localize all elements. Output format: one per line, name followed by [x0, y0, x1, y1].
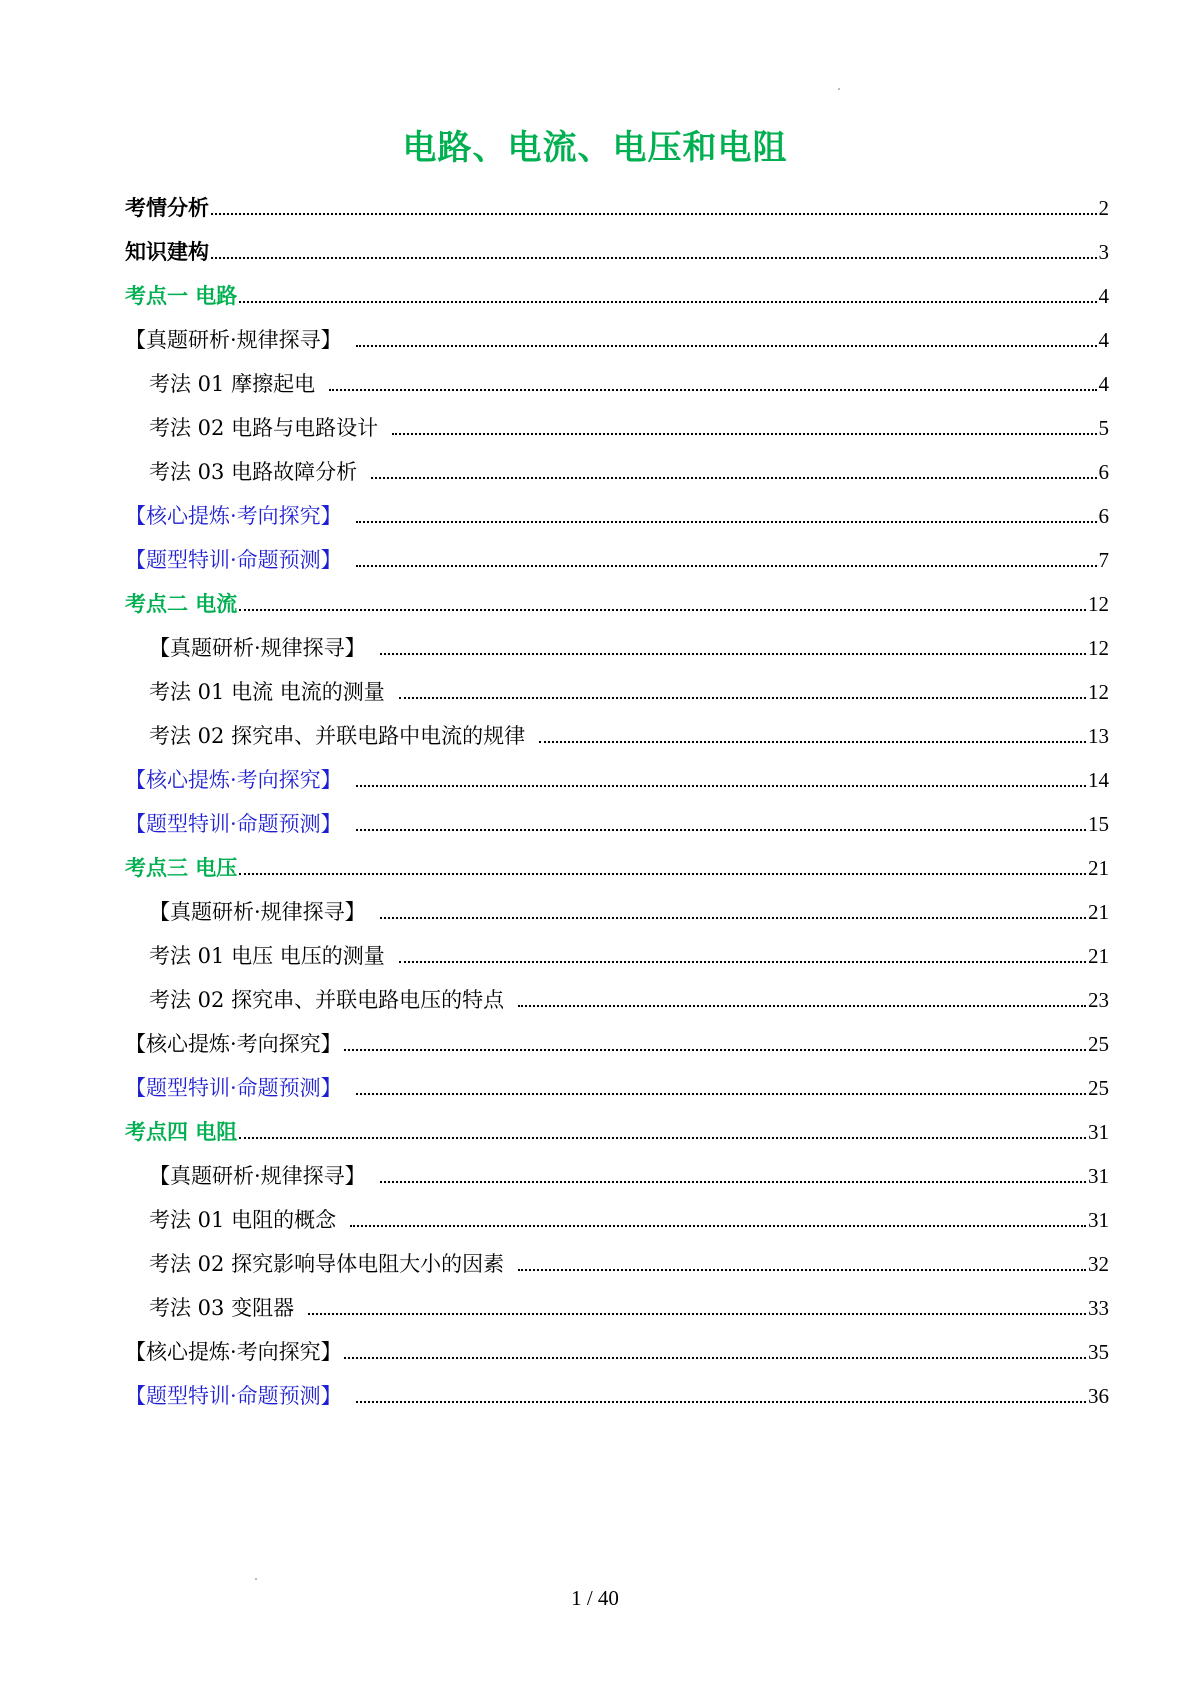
- toc-entry[interactable]: [125, 178, 1109, 222]
- toc-entry[interactable]: [125, 882, 1109, 926]
- toc-dot-leader: [380, 653, 1086, 655]
- toc-entry-page: 4: [1098, 328, 1109, 352]
- toc-dot-leader: [329, 389, 1096, 391]
- toc-entry-page: 6: [1098, 504, 1109, 528]
- toc-entry[interactable]: [125, 266, 1109, 310]
- toc-entry-label: 考点二 电流: [125, 592, 238, 616]
- toc-entry-page: 6: [1098, 460, 1109, 484]
- toc-entry-page: 13: [1088, 724, 1109, 748]
- toc-entry-page: 15: [1088, 812, 1109, 836]
- toc-entry-page: 21: [1088, 944, 1109, 968]
- toc-entry[interactable]: [125, 1102, 1109, 1146]
- toc-dot-leader: [356, 1401, 1086, 1403]
- toc-entry[interactable]: [125, 310, 1109, 354]
- toc-entry-page: 33: [1088, 1296, 1109, 1320]
- toc-dot-leader: [239, 1137, 1086, 1139]
- toc-entry[interactable]: [125, 970, 1109, 1014]
- toc-dot-leader: [350, 1225, 1086, 1227]
- toc-entry-label: 考情分析: [125, 196, 209, 220]
- toc-entry-label: 【题型特训·命题预测】: [125, 1384, 342, 1408]
- toc-dot-leader: [356, 829, 1086, 831]
- toc-entry[interactable]: [125, 1234, 1109, 1278]
- toc-entry-page: 3: [1098, 240, 1109, 264]
- toc-dot-leader: [399, 697, 1086, 699]
- toc-dot-leader: [308, 1313, 1086, 1315]
- toc-entry-label: 【核心提炼·考向探究】: [125, 1032, 342, 1056]
- toc-entry-label: 考法 02 探究影响导体电阻大小的因素: [149, 1252, 505, 1276]
- toc-entry-page: 5: [1098, 416, 1109, 440]
- toc-entry[interactable]: [125, 442, 1109, 486]
- toc-dot-leader: [392, 433, 1096, 435]
- toc-dot-leader: [344, 1049, 1086, 1051]
- toc-entry-page: 32: [1088, 1252, 1109, 1276]
- toc-dot-leader: [344, 1357, 1086, 1359]
- toc-entry-page: 12: [1088, 592, 1109, 616]
- toc-entry[interactable]: [125, 574, 1109, 618]
- toc-entry[interactable]: [125, 486, 1109, 530]
- toc-dot-leader: [356, 521, 1097, 523]
- toc-dot-leader: [539, 741, 1086, 743]
- toc-entry[interactable]: [125, 1278, 1109, 1322]
- toc-entry-page: 31: [1088, 1208, 1109, 1232]
- toc-entry[interactable]: [125, 1146, 1109, 1190]
- toc-entry-page: 7: [1098, 548, 1109, 572]
- toc-entry-label: 考法 01 摩擦起电: [149, 372, 316, 396]
- toc-entry-page: 35: [1088, 1340, 1109, 1364]
- toc-entry-label: 【题型特训·命题预测】: [125, 812, 342, 836]
- toc-entry[interactable]: [125, 1366, 1109, 1410]
- toc-entry[interactable]: [125, 618, 1109, 662]
- toc-entry-label: 考法 01 电阻的概念: [149, 1208, 337, 1232]
- page-title: 电路、电流、电压和电阻: [402, 128, 788, 168]
- toc-entry[interactable]: [125, 838, 1109, 882]
- toc-entry-label: 【核心提炼·考向探究】: [125, 1340, 342, 1364]
- toc-entry-label: 【真题研析·规律探寻】: [149, 636, 366, 660]
- toc-entry-label: 考点三 电压: [125, 856, 238, 880]
- toc-dot-leader: [239, 873, 1086, 875]
- toc-entry[interactable]: [125, 794, 1109, 838]
- toc-entry[interactable]: [125, 530, 1109, 574]
- toc-dot-leader: [380, 1181, 1086, 1183]
- toc-dot-leader: [356, 345, 1097, 347]
- scan-speck: [255, 1578, 257, 1580]
- toc-entry-page: 12: [1088, 636, 1109, 660]
- toc-entry-label: 【核心提炼·考向探究】: [125, 504, 342, 528]
- toc-dot-leader: [371, 477, 1096, 479]
- toc-entry-label: 考法 03 变阻器: [149, 1296, 295, 1320]
- toc-entry-page: 23: [1088, 988, 1109, 1012]
- toc-entry-label: 【真题研析·规律探寻】: [149, 900, 366, 924]
- toc-entry-label: 考法 02 探究串、并联电路中电流的规律: [149, 724, 526, 748]
- toc-entry-label: 考法 02 探究串、并联电路电压的特点: [149, 988, 505, 1012]
- toc-entry-label: 考法 03 电路故障分析: [149, 460, 358, 484]
- toc-dot-leader: [239, 301, 1096, 303]
- toc-entry-page: 31: [1088, 1164, 1109, 1188]
- toc-entry-label: 【真题研析·规律探寻】: [125, 328, 342, 352]
- toc-entry-page: 21: [1088, 856, 1109, 880]
- toc-entry-page: 4: [1098, 284, 1109, 308]
- toc-dot-leader: [211, 257, 1097, 259]
- toc-entry-page: 36: [1088, 1384, 1109, 1408]
- scan-speck: [838, 88, 840, 90]
- toc-entry-label: 考法 01 电流 电流的测量: [149, 680, 385, 704]
- toc-entry[interactable]: [125, 354, 1109, 398]
- toc-entry-label: 【真题研析·规律探寻】: [149, 1164, 366, 1188]
- toc-dot-leader: [239, 609, 1086, 611]
- toc-entry-label: 【题型特训·命题预测】: [125, 1076, 342, 1100]
- toc-entry-label: 考点四 电阻: [125, 1120, 238, 1144]
- toc-dot-leader: [399, 961, 1086, 963]
- toc-entry-page: 21: [1088, 900, 1109, 924]
- toc-entry[interactable]: [125, 926, 1109, 970]
- toc-entry-label: 知识建构: [125, 240, 209, 264]
- toc-dot-leader: [380, 917, 1086, 919]
- toc-entry[interactable]: [125, 662, 1109, 706]
- toc-entry-page: 31: [1088, 1120, 1109, 1144]
- page-number: 1 / 40: [571, 1586, 619, 1610]
- toc-dot-leader: [211, 213, 1097, 215]
- toc-dot-leader: [356, 1093, 1086, 1095]
- toc-entry-page: 25: [1088, 1076, 1109, 1100]
- toc-entry-page: 14: [1088, 768, 1109, 792]
- toc-entry[interactable]: [125, 1058, 1109, 1102]
- toc-entry-page: 4: [1098, 372, 1109, 396]
- toc-entry[interactable]: [125, 1190, 1109, 1234]
- toc-entry-label: 【核心提炼·考向探究】: [125, 768, 342, 792]
- toc-entry[interactable]: [125, 1322, 1109, 1366]
- toc-dot-leader: [356, 785, 1086, 787]
- toc-entry-label: 【题型特训·命题预测】: [125, 548, 342, 572]
- toc-dot-leader: [518, 1005, 1086, 1007]
- toc-entry-page: 12: [1088, 680, 1109, 704]
- toc-dot-leader: [518, 1269, 1086, 1271]
- toc-entry[interactable]: [125, 398, 1109, 442]
- toc-entry[interactable]: [125, 706, 1109, 750]
- toc-entry[interactable]: [125, 222, 1109, 266]
- toc-entry-label: 考点一 电路: [125, 284, 238, 308]
- toc-entry-label: 考法 01 电压 电压的测量: [149, 944, 385, 968]
- table-of-contents: [125, 178, 1109, 1410]
- toc-entry-label: 考法 02 电路与电路设计: [149, 416, 379, 440]
- toc-entry-page: 25: [1088, 1032, 1109, 1056]
- toc-entry[interactable]: [125, 750, 1109, 794]
- toc-dot-leader: [356, 565, 1097, 567]
- toc-entry[interactable]: [125, 1014, 1109, 1058]
- toc-entry-page: 2: [1098, 196, 1109, 220]
